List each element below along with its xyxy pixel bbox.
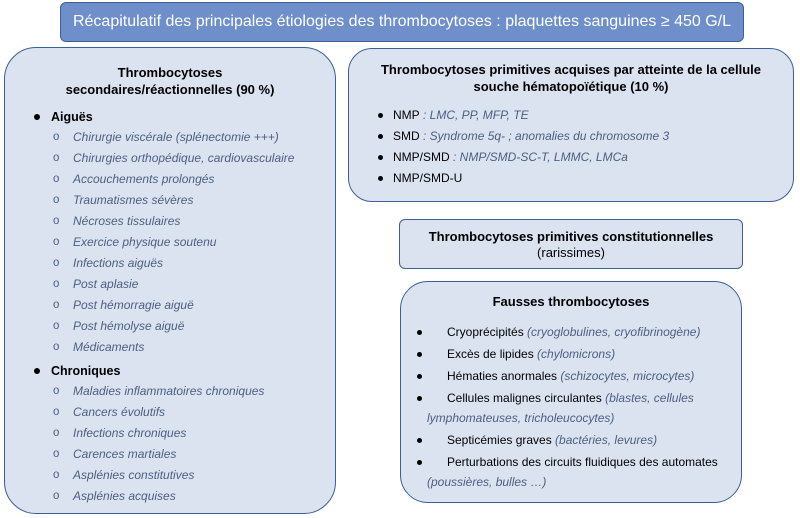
primary-acquired-list (349, 105, 793, 189)
list-item: o Infections aiguës (5, 253, 335, 274)
secondary-heading-line1: Thrombocytoses (117, 65, 223, 80)
primary-constitutional-box (399, 219, 743, 269)
item-term: SMD (393, 129, 420, 143)
secondary-categories (5, 108, 335, 507)
item-term: Cellules malignes circulantes (447, 391, 606, 405)
list-item: o Cancers évolutifs (5, 402, 335, 423)
list-item (349, 105, 793, 126)
primary-acquired-heading-line1: Thrombocytoses primitives acquises par atteinte de la cellule (380, 62, 762, 77)
list-item (401, 388, 741, 428)
item-term: NMP/SMD-U (393, 171, 463, 185)
false-heading: Fausses thrombocytoses (492, 294, 650, 309)
item-term: NMP/SMD (393, 150, 450, 164)
list-item: o Carences martiales (5, 444, 335, 465)
list-item (401, 322, 741, 342)
item-detail: (schizocytes, microcytes) (560, 369, 695, 383)
acute-list (5, 127, 335, 358)
list-item: o Chirurgie viscérale (splénectomie +++) (5, 127, 335, 148)
item-term: Perturbations des circuits fluidiques des automates (447, 455, 718, 469)
secondary-heading (5, 64, 335, 98)
item-detail: : NMP/SMD-SC-T, LMMC, LMCa (449, 150, 628, 164)
list-item: o Post aplasie (5, 274, 335, 295)
list-item: o Traumatismes sévères (5, 190, 335, 211)
item-detail: (cryoglobulines, cryofibrinogène) (527, 325, 701, 339)
list-item (401, 366, 741, 386)
list-item (401, 430, 741, 450)
item-detail: : Syndrome 5q- ; anomalies du chromosome 3 (419, 129, 670, 143)
list-item: o Chirurgies orthopédique, cardiovasculaire (5, 148, 335, 169)
list-item: o Médicaments (5, 337, 335, 358)
item-term: Hématies anormales (447, 369, 561, 383)
page-title-text: Récapitulatif des principales étiologies des thrombocytoses : plaquettes sanguines ≥ 450 G/L (72, 13, 732, 30)
item-detail: (blastes, cellules lymphomateuses, tricholeucocytes) (427, 391, 694, 425)
list-item: o Asplénies acquises (5, 486, 335, 507)
primary-constitutional-heading: Thrombocytoses primitives constitutionnelles (428, 229, 714, 244)
acute-label: Aiguës (5, 108, 335, 126)
primary-constitutional-subheading: (rarissimes) (537, 245, 605, 260)
chronic-category (5, 362, 335, 507)
item-term: Cryoprécipités (447, 325, 528, 339)
item-term: Excès de lipides (447, 347, 538, 361)
item-term: Septicémies graves (447, 433, 556, 447)
item-detail: (bactéries, levures) (555, 433, 658, 447)
list-item (349, 147, 793, 168)
false-list (401, 322, 741, 492)
list-item (349, 168, 793, 189)
list-item (401, 344, 741, 364)
false-thrombocytoses-box (400, 281, 742, 503)
acute-category (5, 108, 335, 358)
chronic-list (5, 381, 335, 507)
item-detail: (poussières, bulles …) (427, 475, 547, 489)
primary-acquired-box (348, 48, 794, 202)
primary-acquired-heading (349, 61, 793, 95)
primary-acquired-heading-line2: souche hématopoïétique (10 %) (473, 79, 669, 94)
list-item: o Exercice physique soutenu (5, 232, 335, 253)
page-title (60, 2, 744, 42)
list-item: o Post hémorragie aiguë (5, 295, 335, 316)
item-detail: (chylomicrons) (537, 347, 616, 361)
list-item: o Nécroses tissulaires (5, 211, 335, 232)
list-item: o Maladies inflammatoires chroniques (5, 381, 335, 402)
list-item: o Accouchements prolongés (5, 169, 335, 190)
list-item (349, 126, 793, 147)
item-detail: : LMC, PP, MFP, TE (419, 108, 529, 122)
list-item (401, 452, 741, 492)
item-term: NMP (393, 108, 420, 122)
list-item: o Infections chroniques (5, 423, 335, 444)
list-item: o Post hémolyse aiguë (5, 316, 335, 337)
list-item: o Asplénies constitutives (5, 465, 335, 486)
secondary-thrombocytoses-box (4, 47, 336, 514)
secondary-heading-line2: secondaires/réactionnelles (90 %) (65, 82, 275, 97)
chronic-label: Chroniques (5, 362, 335, 380)
